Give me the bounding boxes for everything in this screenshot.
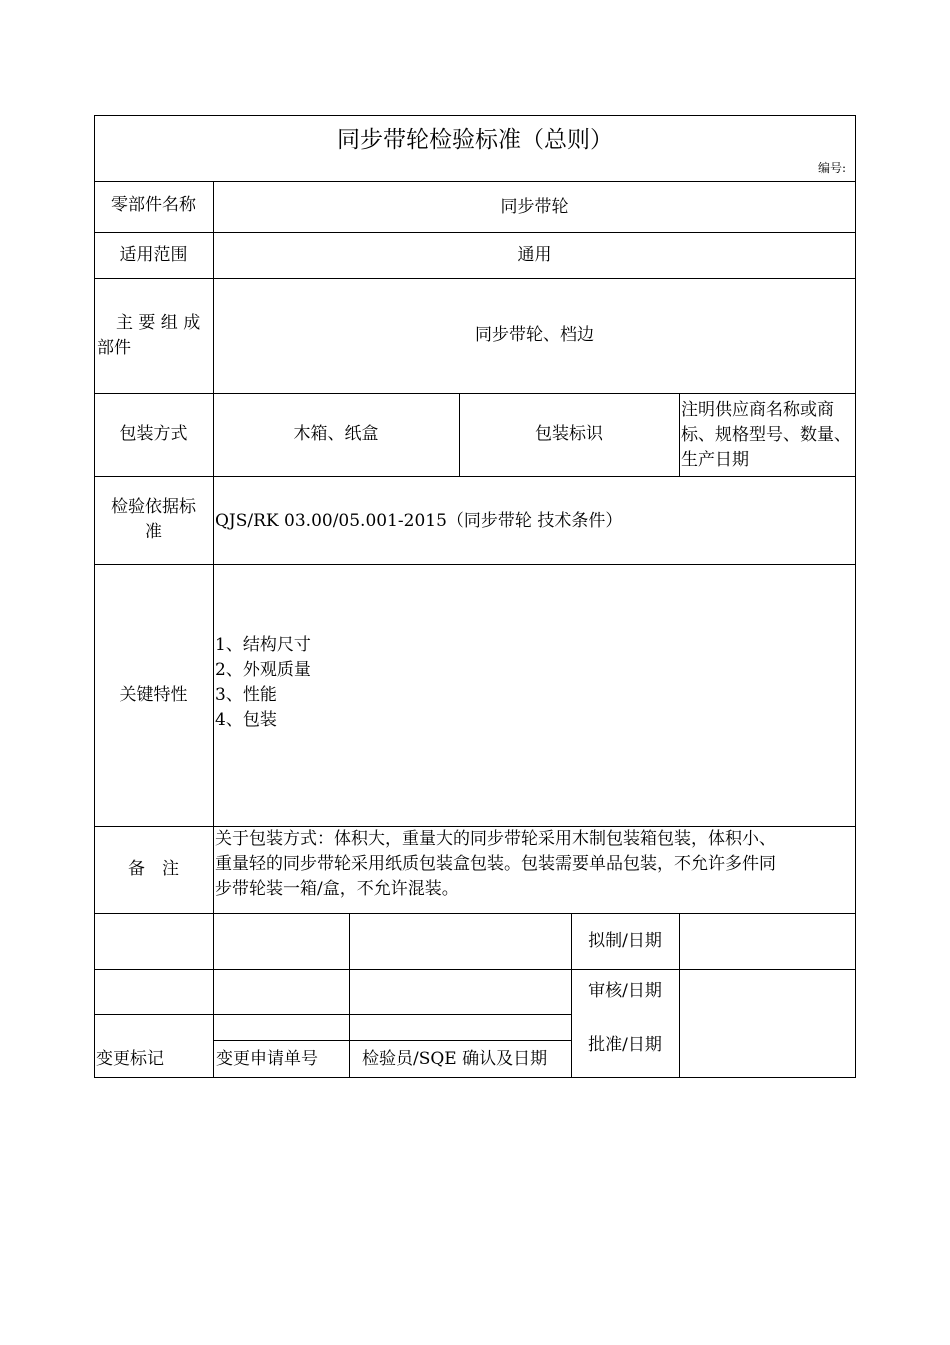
packing-method-value: 木箱、纸盒 bbox=[293, 424, 379, 444]
key-feature-item: 2、外观质量 bbox=[215, 660, 311, 680]
key-feature-item: 4、包装 bbox=[215, 710, 277, 730]
change-mark-label: 变更标记 bbox=[96, 1049, 164, 1069]
remarks-line: 重量轻的同步带轮采用纸质包装盒包装。包装需要单品包装，不允许多件同 bbox=[215, 854, 776, 874]
serial-number-label: 编号: bbox=[817, 161, 846, 175]
row-divider bbox=[94, 232, 856, 233]
inspector-confirm-label: 检验员/SQE 确认及日期 bbox=[362, 1049, 548, 1069]
row-divider bbox=[94, 181, 856, 182]
packing-mark-label: 包装标识 bbox=[535, 424, 603, 444]
components-label-line1: 主 要 组 成 bbox=[116, 313, 201, 333]
column-divider bbox=[213, 181, 214, 1078]
basis-label-line1: 检验依据标 bbox=[111, 497, 196, 517]
packing-method-label: 包装方式 bbox=[119, 424, 188, 444]
row-divider bbox=[94, 393, 856, 394]
row-divider bbox=[94, 564, 856, 565]
inspection-standard-form bbox=[94, 115, 856, 1078]
remarks-line: 步带轮装一箱/盒，不允许混装。 bbox=[215, 879, 459, 899]
remarks-label: 备 注 bbox=[128, 859, 179, 879]
change-request-label: 变更申请单号 bbox=[216, 1049, 318, 1069]
approved-date-label: 批准/日期 bbox=[588, 1035, 662, 1055]
remarks-line: 关于包装方式：体积大，重量大的同步带轮采用木制包装箱包装，体积小、 bbox=[215, 829, 776, 849]
reviewed-date-label: 审核/日期 bbox=[588, 981, 662, 1001]
packing-mark-value-line3: 生产日期 bbox=[681, 450, 749, 470]
column-divider bbox=[679, 913, 680, 1078]
scope-value: 通用 bbox=[517, 245, 552, 265]
row-divider bbox=[213, 1040, 571, 1041]
column-divider bbox=[349, 913, 350, 1078]
packing-mark-value-line2: 标、规格型号、数量、 bbox=[681, 425, 851, 445]
column-divider bbox=[679, 393, 680, 476]
row-divider bbox=[94, 913, 856, 914]
part-name-label: 零部件名称 bbox=[111, 195, 196, 215]
key-feature-item: 3、性能 bbox=[215, 685, 277, 705]
basis-label-line2: 准 bbox=[145, 522, 162, 542]
components-value: 同步带轮、档边 bbox=[475, 325, 594, 345]
key-features-label: 关键特性 bbox=[119, 685, 188, 705]
row-divider bbox=[94, 476, 856, 477]
basis-value: QJS/RK 03.00/05.001-2015（同步带轮 技术条件） bbox=[215, 511, 623, 531]
form-title: 同步带轮检验标准（总则） bbox=[337, 127, 613, 153]
row-divider bbox=[94, 969, 856, 970]
row-divider bbox=[94, 1014, 571, 1015]
row-divider bbox=[94, 278, 856, 279]
components-label-line2: 部件 bbox=[97, 338, 131, 358]
part-name-value: 同步带轮 bbox=[500, 197, 569, 217]
drafted-date-label: 拟制/日期 bbox=[588, 931, 662, 951]
packing-mark-value-line1: 注明供应商名称或商 bbox=[681, 400, 834, 420]
scope-label: 适用范围 bbox=[119, 245, 188, 265]
key-feature-item: 1、结构尺寸 bbox=[215, 635, 311, 655]
